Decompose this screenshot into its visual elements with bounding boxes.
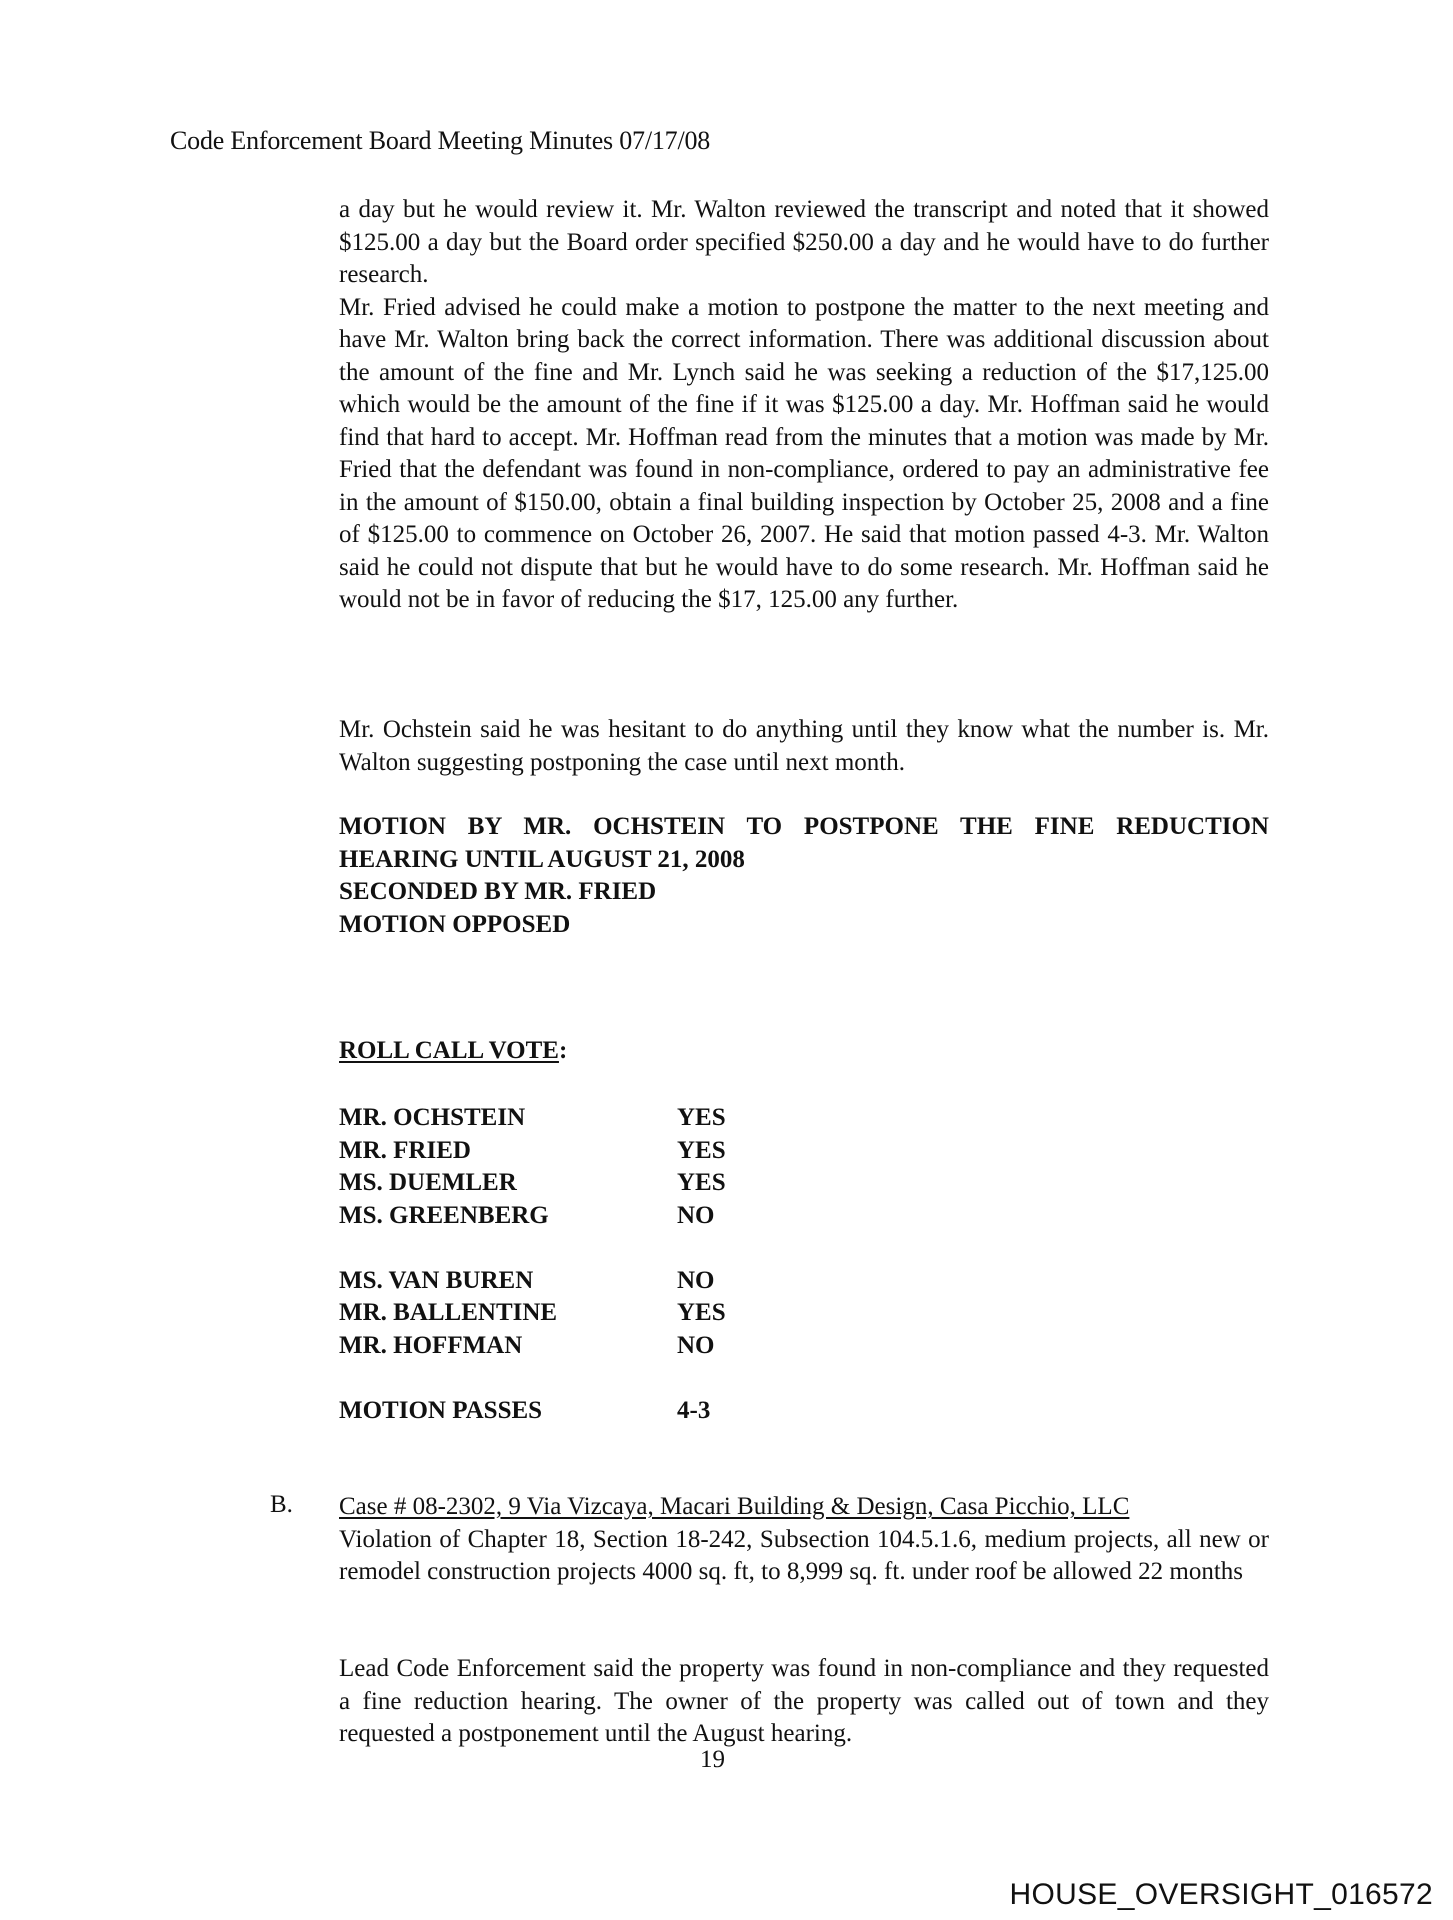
motion-result-row	[339, 1395, 726, 1428]
voter-name: MR. BALLENTINE	[339, 1299, 558, 1326]
vote-value: NO	[677, 1331, 715, 1359]
case-violation: Violation of Chapter 18, Section 18-242, Subsection 104.5.1.6, medium projects, all new or remodel construction projects 4000 sq. ft, to 8,999 sq. ft. under roof be allowed 22 months	[339, 1525, 1269, 1585]
motion-line: MOTION OPPOSED	[339, 910, 571, 938]
discussion-paragraph-3-block	[339, 714, 1269, 779]
discussion-paragraph-3: Mr. Ochstein said he was hesitant to do anything until they know what the number is. Mr. Walton suggesting postponing the case until next month.	[339, 716, 1269, 776]
case-b-block	[339, 1491, 1269, 1589]
case-summary-block	[339, 1653, 1269, 1751]
discussion-paragraph-1: a day but he would review it. Mr. Walton reviewed the transcript and noted that it showed $125.00 a day but the Board order specified $250.00 a day and he would have to do further research.	[339, 196, 1269, 288]
discussion-paragraph-2: Mr. Fried advised he could make a motion to postpone the matter to the next meeting and have Mr. Walton bring back the correct information. There was additional discussion about the amount of the fine and Mr. Lynch said he was seeking a reduction of the $17,125.00 which would be the amount of the fine if it was $125.00 a day. Mr. Hoffman said he would find that hard to accept. Mr. Hoffman read from the minutes that a motion was made by Mr. Fried that the defendant was found in non-compliance, ordered to pay an administrative fee in the amount of $150.00, obtain a final building inspection by October 25, 2008 and a fine of $125.00 to commence on October 26, 2007. He said that motion passed 4-3. Mr. Walton said he could not dispute that but he would have to do some research. Mr. Hoffman said he would not be in favor of reducing the $17, 125.00 any further.	[339, 293, 1269, 613]
roll-call-colon: :	[558, 1037, 568, 1064]
discussion-section	[339, 194, 1269, 617]
bates-number: HOUSE_OVERSIGHT_016572	[1009, 1878, 1433, 1911]
voter-name: MR. FRIED	[339, 1136, 471, 1164]
motion-line: MOTION BY MR. OCHSTEIN TO POSTPONE THE FINE REDUCTION	[339, 813, 1269, 840]
vote-spacer	[339, 1232, 726, 1265]
vote-row	[339, 1102, 726, 1135]
motion-block	[339, 811, 1269, 941]
voter-name: MS. DUEMLER	[339, 1169, 517, 1196]
vote-value: NO	[677, 1201, 715, 1229]
voter-name: MR. OCHSTEIN	[339, 1104, 526, 1131]
vote-row	[339, 1265, 726, 1298]
page-number: 19	[700, 1746, 725, 1773]
case-title: Case # 08-2302, 9 Via Vizcaya, Macari Building & Design, Casa Picchio, LLC	[339, 1493, 1130, 1520]
voter-name: MS. VAN BUREN	[339, 1266, 534, 1294]
motion-result-label: MOTION PASSES	[339, 1396, 543, 1424]
vote-value: YES	[677, 1169, 726, 1196]
vote-row	[339, 1200, 726, 1233]
vote-row	[339, 1297, 726, 1330]
vote-row	[339, 1330, 726, 1363]
motion-result-value: 4-3	[677, 1396, 711, 1424]
vote-value: YES	[677, 1299, 726, 1326]
case-item-letter: B.	[270, 1491, 293, 1518]
voter-name: MS. GREENBERG	[339, 1201, 549, 1229]
case-summary: Lead Code Enforcement said the property was found in non-compliance and they requested a fine reduction hearing. The owner of the property was called out of town and they requested a postponement until the August hearing.	[339, 1655, 1269, 1747]
motion-line: HEARING UNTIL AUGUST 21, 2008	[339, 845, 745, 873]
voter-name: MR. HOFFMAN	[339, 1331, 523, 1359]
vote-row	[339, 1167, 726, 1200]
vote-value: NO	[677, 1266, 715, 1294]
motion-line: SECONDED BY MR. FRIED	[339, 878, 657, 905]
roll-call-table	[339, 1102, 726, 1427]
vote-row	[339, 1135, 726, 1168]
roll-call-heading	[339, 1037, 567, 1065]
document-header: Code Enforcement Board Meeting Minutes 07/17/08	[170, 126, 711, 155]
vote-value: YES	[677, 1136, 726, 1164]
roll-call-title: ROLL CALL VOTE	[339, 1037, 559, 1064]
vote-value: YES	[677, 1104, 726, 1131]
